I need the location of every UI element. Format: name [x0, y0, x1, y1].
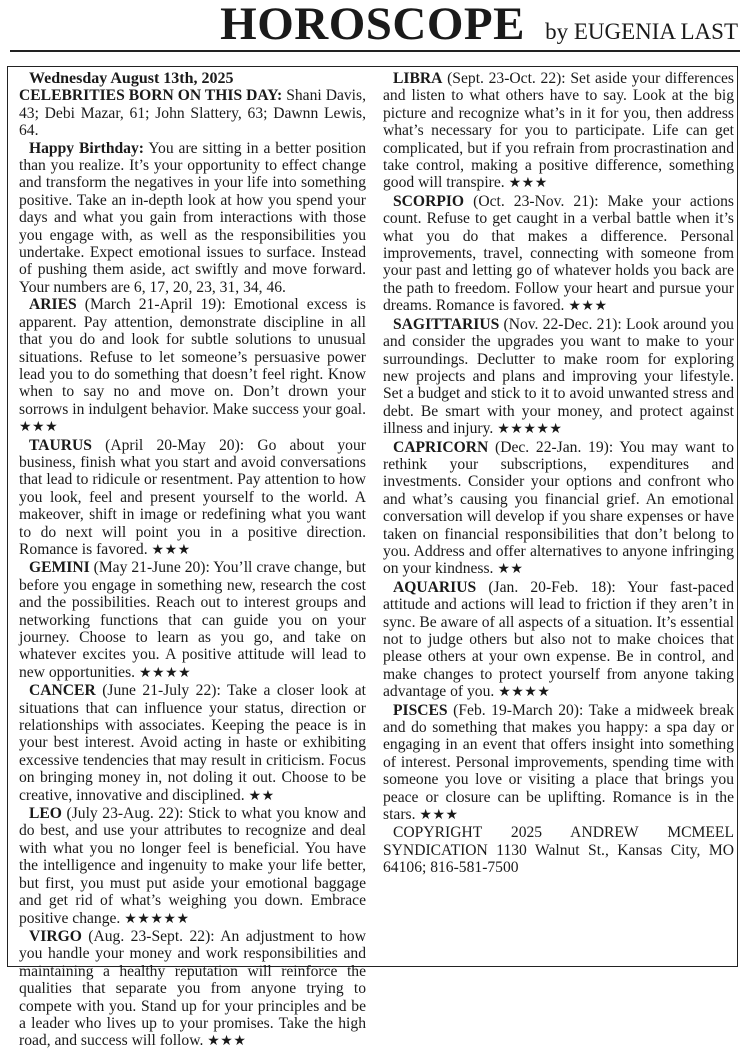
celebrities-label: CELEBRITIES BORN ON THIS DAY:	[19, 87, 283, 105]
star-rating: ★★★	[508, 176, 548, 192]
sign-name: VIRGO	[29, 927, 82, 945]
sign-name: LEO	[29, 805, 62, 823]
birthday-label: Happy Birthday:	[29, 139, 144, 157]
birthday-paragraph	[19, 140, 366, 297]
sign-text: You may want to rethink your subscriptions, expenditures and investments. Consider your options and confront who and what’s causing you financial grief. An emotional conversation will develop if you share expenses or have taken on financial responsibilities that don’t belong to you. Address and offer alternatives to anyone infringing on your kindness.	[383, 438, 734, 578]
column-right	[383, 70, 734, 877]
star-rating: ★★★★	[138, 665, 192, 681]
sign-leo	[19, 805, 366, 928]
sign-name: CAPRICORN	[393, 438, 489, 456]
sign-text: Go about your business, finish what you start and avoid conversations that lead to ridicule or resentment. Pay attention to how you look, feel and present yourself to the world. A makeover, shift in image or redefining what you want to do next will point you in a positive direction. Romance is favored.	[19, 436, 366, 558]
sign-text: Stick to what you know and do best, and use your attributes to recognize and deal with what you no longer feel is beneficial. You have the intelligence and ingenuity to make your life better, but first, you must put aside your emotional baggage and get rid of what’s weighing you down. Embrace positive change.	[19, 805, 366, 927]
sign-dates: (June 21-July 22):	[102, 682, 221, 700]
header-rule	[10, 50, 740, 52]
star-rating: ★★★★★	[497, 422, 563, 438]
sign-name: GEMINI	[29, 559, 90, 577]
sign-dates: (Aug. 23-Sept. 22):	[88, 927, 215, 945]
sign-dates: (Jan. 20-Feb. 18):	[488, 578, 616, 596]
sign-aries	[19, 296, 366, 436]
sign-dates: (July 23-Aug. 22):	[66, 805, 184, 823]
celebrities-text: Shani Davis, 43; Debi Mazar, 61; John Slattery, 63; Dawnn Lewis, 64.	[19, 87, 366, 140]
sign-cancer	[19, 682, 366, 805]
masthead	[0, 0, 740, 48]
copyright-notice: COPYRIGHT 2025 ANDREW MCMEEL SYNDICATION 1130 Walnut St., Kansas City, MO 64106; 816-581-7500	[383, 824, 734, 877]
sign-name: ARIES	[29, 296, 77, 314]
sign-text: Make your actions count. Refuse to get caught in a verbal battle when it’s what you do that makes a difference. Personal improvements, travel, connecting with someone from your past and letting go of whatever holds you back are the path to freedom. Follow your heart and pursue your dreams. Romance is favored.	[383, 192, 734, 315]
star-rating: ★★★★★	[124, 911, 190, 927]
sign-pisces	[383, 702, 734, 825]
sign-text: Look around you and consider the upgrades you want to make to your surroundings. Declutter to make room for exploring new projects and plans and improving your lifestyle. Set a budget and stick to it to avoid unwanted stress and debt. Be smart with your money, and protect against illness and injury.	[383, 315, 734, 438]
sign-dates: (March 21-April 19):	[84, 296, 226, 314]
byline: by EUGENIA LAST	[545, 19, 738, 44]
sign-text: Set aside your differences and listen to what others have to say. Look at the big picture and recognize what’s in it for you, then address what’s necessary for you to participate. Life can get complicated, but if you refrain from procrastination and take control, making a positive difference, something good will transpire.	[383, 70, 734, 192]
star-rating: ★★	[248, 788, 275, 804]
date-line: Wednesday August 13th, 2025	[29, 70, 234, 87]
sign-gemini	[19, 559, 366, 682]
sign-text: Take a closer look at situations that can influence your status, direction or relationships with associates. Keeping the peace is in your best interest. Avoid acting in haste or exhibiting excessive tendencies that may result in criticism. Focus on bringing money in, not doling it out. Choose to be creative, innovative and disciplined.	[19, 682, 366, 804]
star-rating: ★★★	[419, 808, 459, 824]
sign-capricorn	[383, 439, 734, 579]
sign-name: SAGITTARIUS	[393, 315, 500, 333]
sign-name: TAURUS	[29, 436, 92, 454]
sign-name: AQUARIUS	[393, 578, 477, 596]
sign-aquarius	[383, 579, 734, 702]
star-rating: ★★	[497, 562, 524, 578]
sign-text: Take a midweek break and do something that makes you happy: a spa day or engaging in an event that offers insight into something of interest. Personal improvements, spending time with someone you love or visiting a place that brings you peace or closure can be uplifting. Romance is in the stars.	[383, 701, 734, 824]
sign-dates: (Nov. 22-Dec. 21):	[503, 315, 622, 333]
star-rating: ★★★★	[498, 685, 551, 701]
sign-dates: (May 21-June 20):	[93, 559, 210, 577]
sign-sagittarius	[383, 316, 734, 439]
sign-name: PISCES	[393, 701, 448, 719]
sign-libra	[383, 70, 734, 193]
sign-text: Your fast-paced attitude and actions will lead to friction if they aren’t in sync. Be aware of all aspects of a situation. It’s essential not to judge others but also not to make choices that please others at your own expense. Be in control, and make changes to protect yourself from anyone taking advantage of you.	[383, 578, 734, 701]
page-title: HOROSCOPE	[220, 0, 525, 50]
sign-dates: (Sept. 23-Oct. 22):	[447, 70, 566, 87]
column-left	[19, 70, 366, 1051]
celebrities-paragraph	[19, 87, 366, 139]
star-rating: ★★★	[568, 299, 608, 315]
sign-dates: (Oct. 23-Nov. 21):	[473, 192, 599, 210]
sign-scorpio	[383, 193, 734, 316]
sign-taurus	[19, 437, 366, 560]
sign-dates: (April 20-May 20):	[105, 436, 245, 454]
star-rating: ★★★	[19, 420, 59, 436]
sign-text: Emotional excess is apparent. Pay attention, demonstrate discipline in all that you do and look for subtle solutions to unusual situations. Refuse to let someone’s persuasive power lead you to do something that doesn’t feel right. Know when to say no and move on. Don’t drown your sorrows in indulgent behavior. Make success your goal.	[19, 296, 366, 418]
birthday-text: You are sitting in a better position than you realize. It’s your opportunity to effect change and transform the negatives in your life into something positive. Take an in-depth look at how you spend your days and what you gain from interactions with those you engage with, as well as the responsibilities you undertake. Expect emotional issues to surface. Instead of pushing them aside, act swiftly and move forward. Your numbers are 6, 17, 20, 23, 31, 34, 46.	[19, 139, 367, 296]
star-rating: ★★★	[151, 542, 191, 558]
star-rating: ★★★	[207, 1034, 247, 1050]
sign-name: LIBRA	[393, 70, 443, 87]
sign-dates: (Dec. 22-Jan. 19):	[495, 438, 614, 456]
sign-name: CANCER	[29, 682, 96, 700]
sign-text: You’ll crave change, but before you engage in something new, research the cost and the possibilities. Reach out to interest groups and networking functions that can guide you on your journey. Choose to learn as you go, and take on whatever excites you. A positive attitude will lead to new opportunities.	[19, 559, 366, 681]
sign-name: SCORPIO	[393, 192, 465, 210]
sign-text: An adjustment to how you handle your money and work responsibilities and maintaining a healthy reputation will reinforce the qualities that separate you from anyone trying to compete with you. Stand up for your principles and be a leader who lives up to your promises. Take the high road, and success will follow.	[19, 927, 366, 1050]
sign-dates: (Feb. 19-March 20):	[453, 701, 584, 719]
sign-virgo	[19, 928, 366, 1051]
